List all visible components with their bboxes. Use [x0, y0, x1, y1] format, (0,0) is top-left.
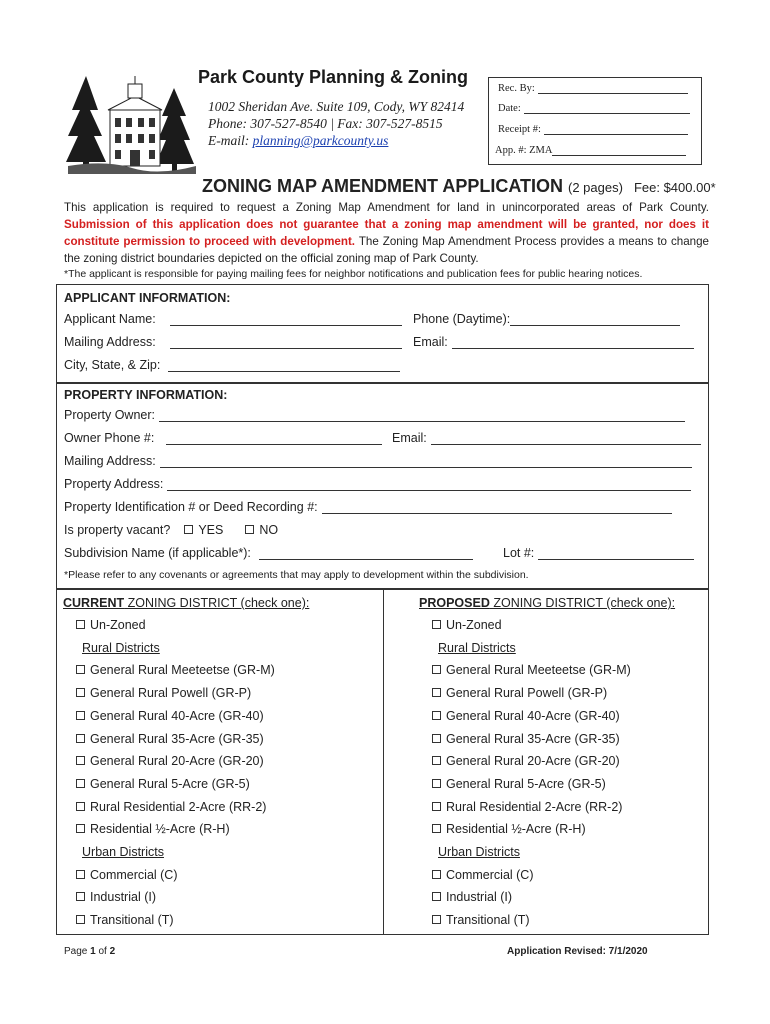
current-rural-option-6-checkbox[interactable]: [76, 802, 85, 811]
page-total: 2: [109, 946, 116, 957]
intro-warning: Submission of this application does not guarantee that a zoning map amendment will be granted, nor does it constitute permission to proceed with development.: [64, 218, 709, 248]
page-prefix: Page: [64, 946, 91, 957]
proposed-rural-option-0-label: General Rural Meeteetse (GR-M): [446, 663, 631, 677]
proposed-rural-option-3[interactable]: [432, 732, 620, 746]
rec-by-row: [498, 83, 688, 94]
current-rural-option-5-label: General Rural 5-Acre (GR-5): [90, 777, 250, 791]
proposed-rural-option-3-label: General Rural 35-Acre (GR-35): [446, 732, 620, 746]
current-urban-option-2-label: Transitional (T): [90, 913, 174, 927]
proposed-rural-option-3-checkbox[interactable]: [432, 734, 441, 743]
page-indicator: [64, 946, 115, 957]
pid-row: [64, 500, 672, 514]
receipt-label: Receipt #:: [498, 124, 541, 135]
vacant-no-option[interactable]: [245, 523, 278, 537]
current-rural-option-4-checkbox[interactable]: [76, 756, 85, 765]
applicant-heading: APPLICANT INFORMATION:: [64, 291, 231, 305]
current-rural-option-4[interactable]: [76, 754, 264, 768]
property-mailing-label: Mailing Address:: [64, 454, 156, 468]
proposed-rural-districts-heading: Rural Districts: [438, 641, 516, 655]
proposed-unzoned-option-label: Un-Zoned: [446, 618, 502, 632]
current-rural-option-2-label: General Rural 40-Acre (GR-40): [90, 709, 264, 723]
current-heading-rest: ZONING DISTRICT (check one):: [124, 596, 310, 610]
current-rural-option-6-label: Rural Residential 2-Acre (RR-2): [90, 800, 267, 814]
property-address-row: [64, 477, 691, 491]
proposed-heading-bold: PROPOSED: [419, 596, 490, 610]
intro-paragraph: [64, 199, 709, 267]
proposed-rural-option-7-label: Residential ½-Acre (R-H): [446, 822, 586, 836]
rec-by-field[interactable]: [538, 83, 688, 94]
lot-row: [503, 546, 694, 560]
lot-field[interactable]: [538, 547, 694, 560]
fees-note: *The applicant is responsible for paying mailing fees for neighbor notifications and publication fees for public hearing notices.: [64, 268, 643, 280]
current-urban-option-1-checkbox[interactable]: [76, 892, 85, 901]
current-rural-option-0-label: General Rural Meeteetse (GR-M): [90, 663, 275, 677]
owner-phone-label: Owner Phone #:: [64, 431, 155, 445]
current-urban-option-1[interactable]: [76, 890, 156, 904]
proposed-rural-option-6[interactable]: [432, 800, 622, 814]
owner-phone-field[interactable]: [166, 432, 382, 445]
no-checkbox[interactable]: [245, 525, 254, 534]
proposed-rural-option-0[interactable]: [432, 663, 631, 677]
proposed-rural-option-4-label: General Rural 20-Acre (GR-20): [446, 754, 620, 768]
current-urban-option-0-label: Commercial (C): [90, 868, 178, 882]
owner-email-row: [392, 431, 701, 445]
property-heading: PROPERTY INFORMATION:: [64, 388, 228, 402]
current-unzoned-option-label: Un-Zoned: [90, 618, 146, 632]
receipt-field[interactable]: [544, 124, 688, 135]
current-urban-option-2[interactable]: [76, 913, 174, 927]
applicant-city-row: [64, 358, 400, 372]
current-rural-option-2[interactable]: [76, 709, 264, 723]
proposed-rural-option-6-label: Rural Residential 2-Acre (RR-2): [446, 800, 623, 814]
subdivision-field[interactable]: [259, 547, 473, 560]
proposed-rural-option-2-checkbox[interactable]: [432, 711, 441, 720]
proposed-unzoned-option[interactable]: [432, 618, 502, 632]
current-rural-option-1[interactable]: [76, 686, 251, 700]
current-urban-option-0[interactable]: [76, 868, 178, 882]
yes-checkbox[interactable]: [184, 525, 193, 534]
applicant-name-row: [64, 312, 402, 326]
app-no-field[interactable]: [552, 145, 686, 156]
proposed-rural-option-7-checkbox[interactable]: [432, 824, 441, 833]
applicant-email-field[interactable]: [452, 336, 694, 349]
receipt-row: [498, 124, 688, 135]
proposed-urban-option-2-checkbox[interactable]: [432, 915, 441, 924]
date-field[interactable]: [524, 103, 690, 114]
intro-text-1: This application is required to request a Zoning Map Amendment for land in unincorporated areas of Park County.: [64, 201, 709, 214]
current-rural-option-6[interactable]: [76, 800, 266, 814]
current-rural-option-3[interactable]: [76, 732, 264, 746]
current-rural-option-1-checkbox[interactable]: [76, 688, 85, 697]
current-rural-option-5-checkbox[interactable]: [76, 779, 85, 788]
date-label: Date:: [498, 103, 521, 114]
owner-row: [64, 408, 685, 422]
proposed-urban-districts-heading: Urban Districts: [438, 845, 520, 859]
current-rural-option-0-checkbox[interactable]: [76, 665, 85, 674]
pid-field[interactable]: [322, 501, 672, 514]
proposed-heading-rest: ZONING DISTRICT (check one):: [489, 596, 676, 610]
page-number: 1: [90, 946, 96, 957]
proposed-urban-option-2-label: Transitional (T): [446, 913, 530, 927]
proposed-rural-option-1-label: General Rural Powell (GR-P): [446, 686, 608, 700]
property-address-field[interactable]: [167, 478, 691, 491]
current-heading-bold: CURRENT: [63, 596, 125, 610]
no-label: NO: [259, 523, 279, 537]
proposed-rural-option-5-checkbox[interactable]: [432, 779, 441, 788]
title-fee: Fee: $400.00*: [633, 180, 716, 195]
title-pages: (2 pages): [568, 180, 623, 195]
email-label: E-mail:: [208, 133, 250, 148]
pid-label: Property Identification # or Deed Recording #:: [64, 500, 318, 514]
proposed-rural-option-2[interactable]: [432, 709, 620, 723]
proposed-rural-option-4-checkbox[interactable]: [432, 756, 441, 765]
zoning-divider: [383, 590, 384, 934]
vacant-row: [64, 523, 278, 537]
org-title: Park County Planning & Zoning: [198, 67, 468, 87]
app-no-label: App. #: ZMA: [495, 145, 553, 156]
current-rural-option-7-label: Residential ½-Acre (R-H): [90, 822, 230, 836]
current-rural-option-0[interactable]: [76, 663, 275, 677]
proposed-urban-option-1-checkbox[interactable]: [432, 892, 441, 901]
current-rural-option-4-label: General Rural 20-Acre (GR-20): [90, 754, 264, 768]
proposed-rural-option-1-checkbox[interactable]: [432, 688, 441, 697]
proposed-rural-option-7[interactable]: [432, 822, 586, 836]
lot-label: Lot #:: [503, 546, 535, 560]
applicant-phone-label: Phone (Daytime):: [413, 312, 511, 326]
zoning-section: [56, 589, 709, 935]
proposed-urban-option-1[interactable]: [432, 890, 512, 904]
applicant-phone-row: [413, 312, 680, 326]
property-mailing-row: [64, 454, 692, 468]
email-line: [208, 133, 388, 149]
phone-line: Phone: 307-527-8540 | Fax: 307-527-8515: [208, 116, 443, 131]
proposed-urban-option-0-checkbox[interactable]: [432, 870, 441, 879]
proposed-urban-option-0[interactable]: [432, 868, 534, 882]
address-line: 1002 Sheridan Ave. Suite 109, Cody, WY 82414: [208, 99, 465, 114]
current-rural-option-3-label: General Rural 35-Acre (GR-35): [90, 732, 264, 746]
proposed-urban-option-2[interactable]: [432, 913, 530, 927]
vacant-label: Is property vacant?: [64, 523, 171, 537]
current-zoning-heading: [63, 596, 309, 610]
applicant-mailing-row: [64, 335, 402, 349]
office-use-box: [488, 77, 702, 165]
proposed-urban-option-1-label: Industrial (I): [446, 890, 512, 904]
current-urban-option-0-checkbox[interactable]: [76, 870, 85, 879]
subdivision-label: Subdivision Name (if applicable*):: [64, 546, 251, 560]
application-title: [202, 176, 716, 197]
applicant-email-row: [413, 335, 694, 349]
current-rural-option-2-checkbox[interactable]: [76, 711, 85, 720]
current-urban-option-2-checkbox[interactable]: [76, 915, 85, 924]
current-urban-districts-heading: Urban Districts: [82, 845, 164, 859]
applicant-mailing-label: Mailing Address:: [64, 335, 156, 349]
owner-phone-row: [64, 431, 382, 445]
proposed-rural-option-4[interactable]: [432, 754, 620, 768]
current-rural-option-1-label: General Rural Powell (GR-P): [90, 686, 252, 700]
current-rural-districts-heading: Rural Districts: [82, 641, 160, 655]
applicant-mailing-field[interactable]: [170, 336, 402, 349]
email-link[interactable]: planning@parkcounty.us: [252, 133, 389, 148]
property-address-label: Property Address:: [64, 477, 164, 491]
owner-email-label: Email:: [392, 431, 427, 445]
applicant-city-field[interactable]: [168, 359, 400, 372]
proposed-zoning-heading: [419, 596, 675, 610]
proposed-rural-option-0-checkbox[interactable]: [432, 665, 441, 674]
proposed-rural-option-6-checkbox[interactable]: [432, 802, 441, 811]
intro-text-2: The Zoning Map Amendment Process provides a means to change the zoning district boundaries depicted on the official zoning map of Park County.: [64, 235, 710, 265]
current-rural-option-3-checkbox[interactable]: [76, 734, 85, 743]
current-unzoned-option-checkbox[interactable]: [76, 620, 85, 629]
current-unzoned-option[interactable]: [76, 618, 146, 632]
current-rural-option-7-checkbox[interactable]: [76, 824, 85, 833]
page-of: of: [95, 946, 110, 957]
current-rural-option-7[interactable]: [76, 822, 230, 836]
proposed-rural-option-5[interactable]: [432, 777, 606, 791]
property-section: [56, 383, 709, 589]
subdivision-row: [64, 546, 473, 560]
rec-by-label: Rec. By:: [498, 83, 535, 94]
applicant-email-label: Email:: [413, 335, 448, 349]
applicant-phone-field[interactable]: [510, 313, 680, 326]
county-courthouse-logo: [66, 70, 198, 178]
applicant-name-label: Applicant Name:: [64, 312, 156, 326]
revision-date: Application Revised: 7/1/2020: [507, 946, 648, 957]
proposed-urban-option-0-label: Commercial (C): [446, 868, 534, 882]
proposed-rural-option-1[interactable]: [432, 686, 607, 700]
owner-field[interactable]: [159, 409, 685, 422]
applicant-name-field[interactable]: [170, 313, 402, 326]
app-no-row: [495, 145, 686, 156]
current-rural-option-5[interactable]: [76, 777, 250, 791]
subdivision-note: *Please refer to any covenants or agreements that may apply to development within the subdivision.: [64, 569, 529, 581]
applicant-city-label: City, State, & Zip:: [64, 358, 161, 372]
proposed-rural-option-5-label: General Rural 5-Acre (GR-5): [446, 777, 606, 791]
yes-label: YES: [198, 523, 224, 537]
current-urban-option-1-label: Industrial (I): [90, 890, 156, 904]
proposed-rural-option-2-label: General Rural 40-Acre (GR-40): [446, 709, 620, 723]
property-mailing-field[interactable]: [160, 455, 692, 468]
owner-email-field[interactable]: [431, 432, 701, 445]
applicant-section: [56, 284, 709, 383]
title-main: ZONING MAP AMENDMENT APPLICATION: [202, 176, 563, 196]
proposed-unzoned-option-checkbox[interactable]: [432, 620, 441, 629]
owner-label: Property Owner:: [64, 408, 156, 422]
date-row: [498, 103, 690, 114]
vacant-yes-option[interactable]: [184, 523, 223, 537]
